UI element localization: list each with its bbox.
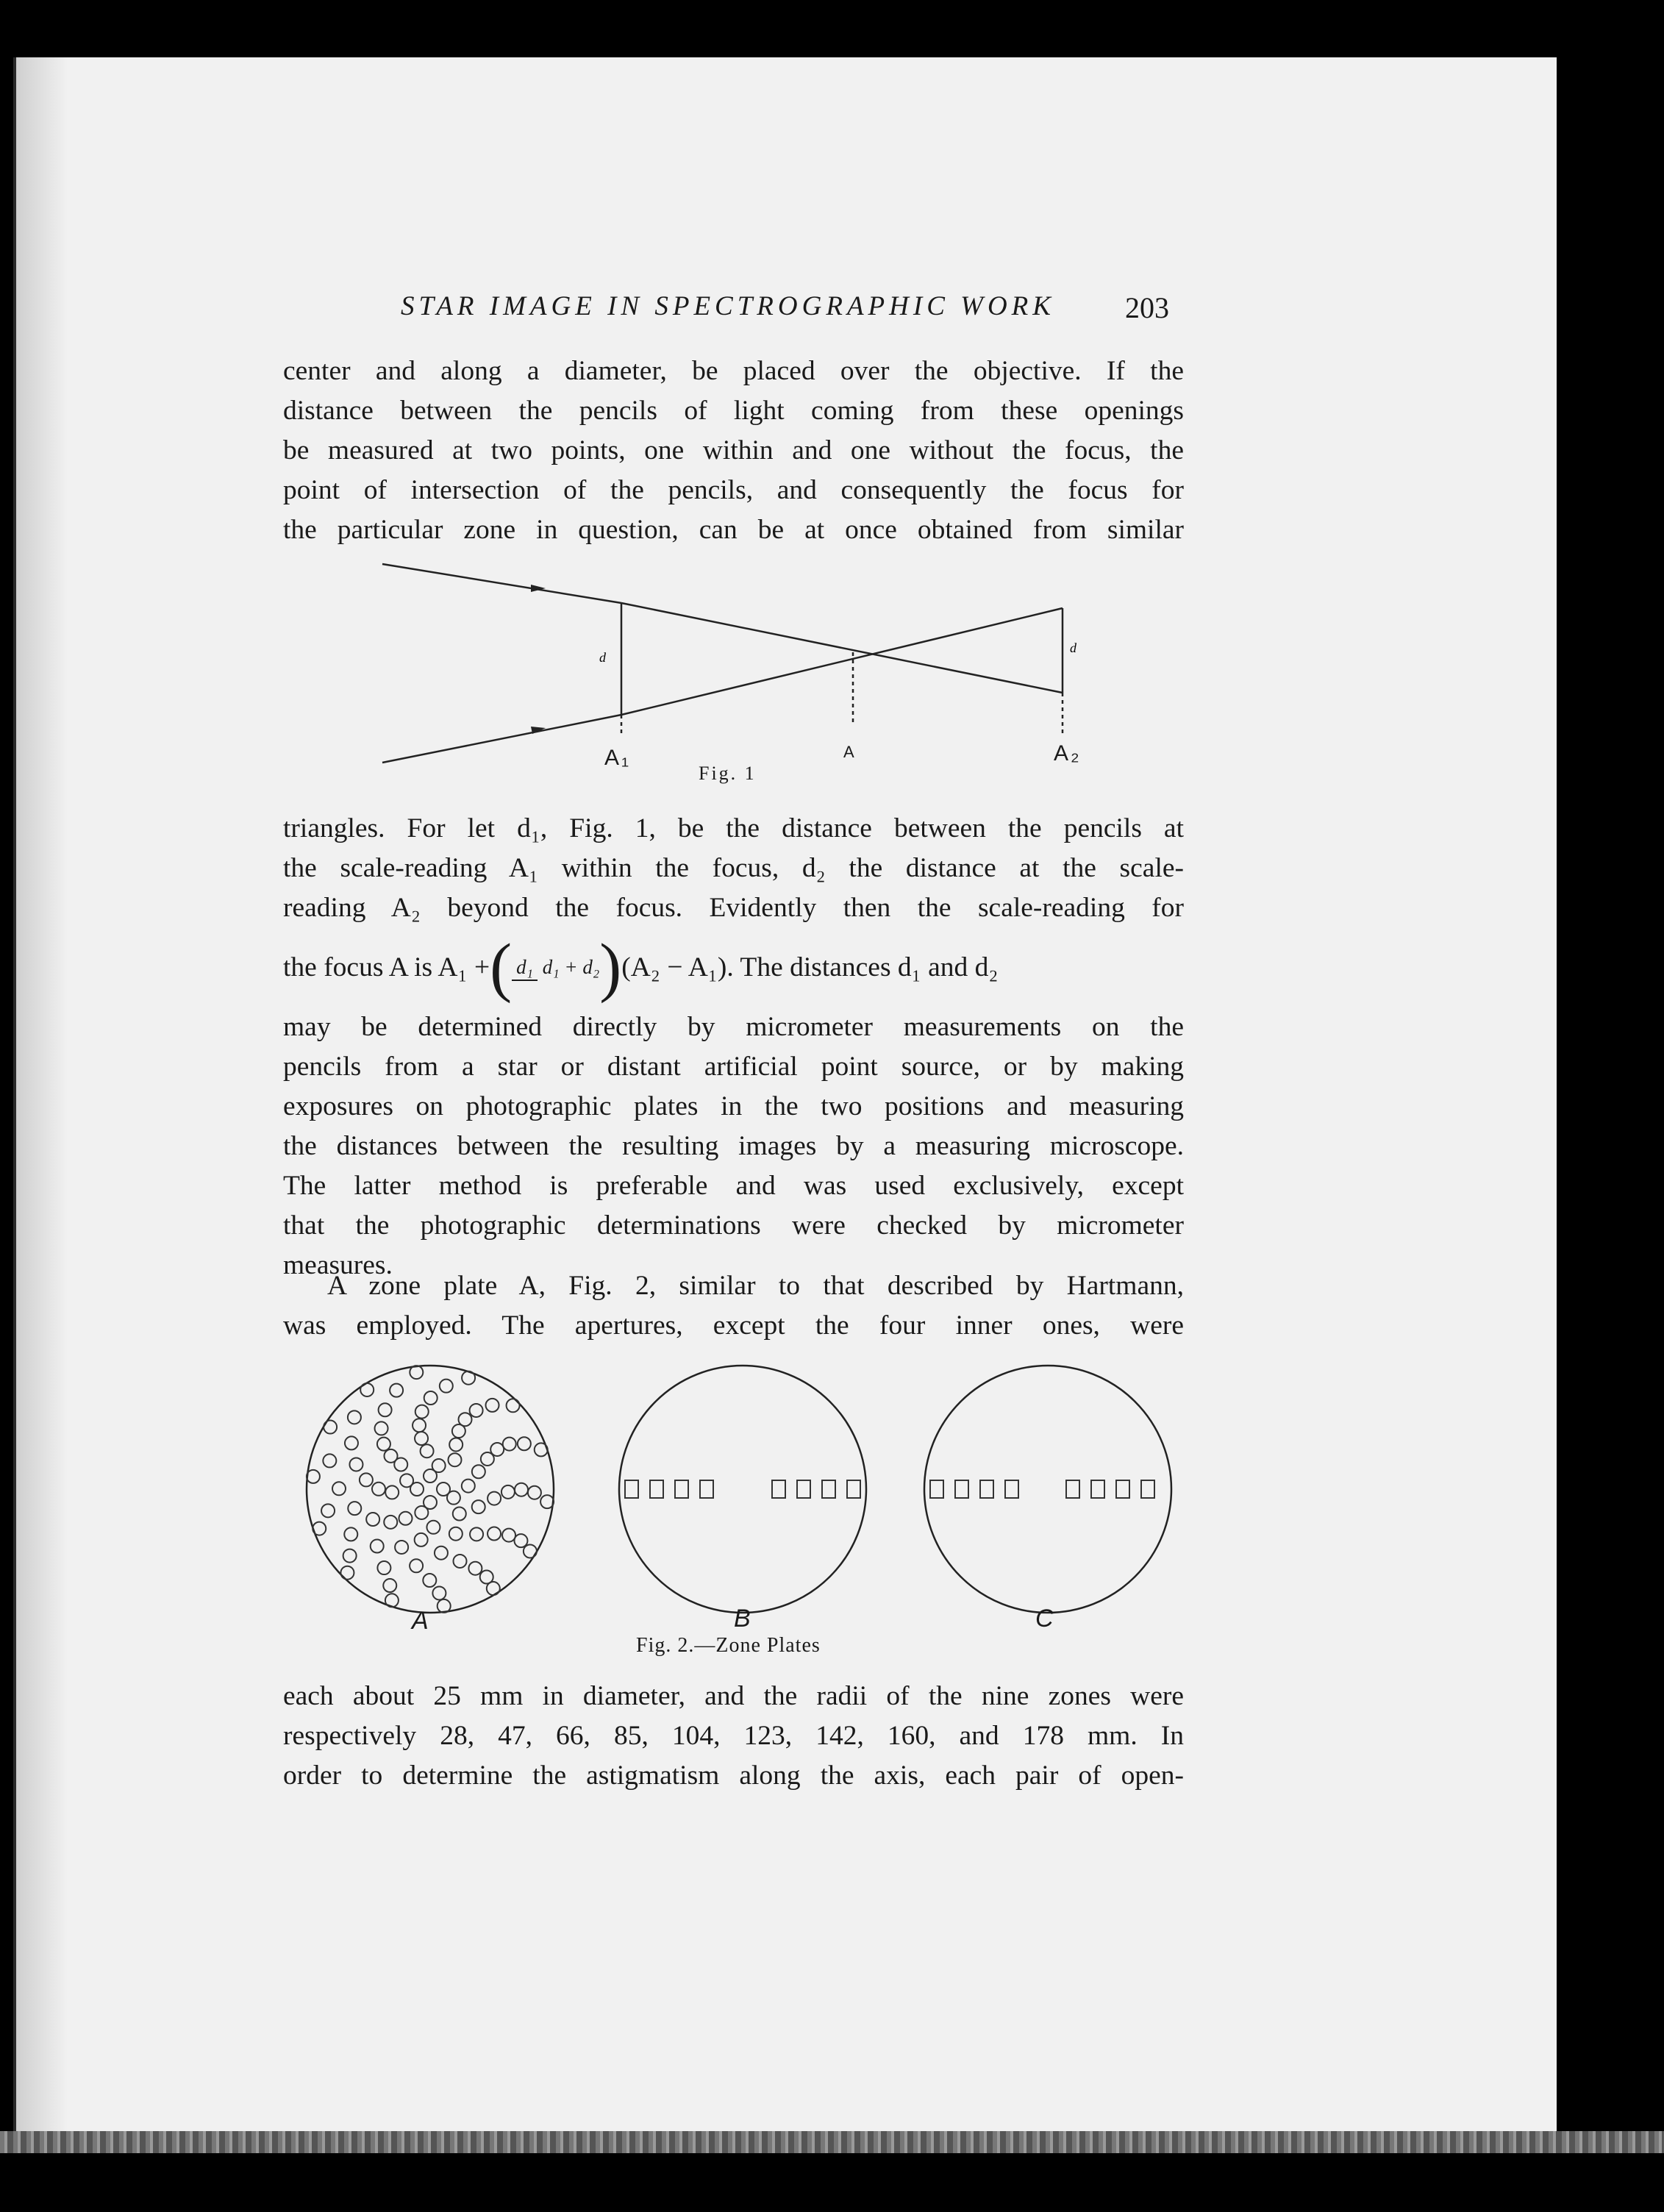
text-line: respectively 28, 47, 66, 85, 104, 123, 142, 160, and 178 mm. In — [283, 1721, 1184, 1751]
text-line: the distances between the resulting images by a measuring microscope. — [283, 1131, 1184, 1161]
aperture-hole — [470, 1404, 483, 1417]
zone-plate-c — [924, 1366, 1171, 1613]
aperture-hole — [385, 1449, 398, 1463]
aperture-hole — [453, 1555, 466, 1568]
aperture-hole — [360, 1383, 374, 1396]
aperture-slot — [980, 1480, 993, 1498]
aperture-hole — [345, 1436, 358, 1449]
aperture-slot — [797, 1480, 810, 1498]
aperture-hole — [323, 1454, 336, 1467]
aperture-hole — [379, 1403, 392, 1416]
aperture-hole — [332, 1482, 346, 1495]
aperture-hole — [424, 1391, 438, 1405]
text-line: may be determined directly by micrometer measurements on the — [283, 1012, 1184, 1042]
aperture-hole — [415, 1432, 428, 1445]
paragraph-2 — [283, 809, 1184, 1285]
zone-plate-b — [619, 1366, 866, 1613]
text-line: that the photographic determinations were checked by micrometer — [283, 1210, 1184, 1241]
aperture-hole — [462, 1371, 475, 1385]
aperture-hole — [415, 1533, 428, 1546]
aperture-hole — [377, 1561, 390, 1574]
svg-text:d: d — [1070, 641, 1076, 655]
text-line: the particular zone in question, can be at once obtained from similar — [283, 515, 1184, 545]
aperture-hole — [366, 1513, 379, 1526]
fig1-label-a2: A₂ — [1054, 741, 1082, 766]
text-line: exposures on photographic plates in the two positions and measuring — [283, 1091, 1184, 1121]
aperture-slot — [1066, 1480, 1079, 1498]
aperture-slot — [700, 1480, 713, 1498]
aperture-hole — [540, 1495, 554, 1508]
aperture-hole — [410, 1559, 423, 1572]
figure-1-diagram — [375, 553, 1118, 774]
aperture-hole — [360, 1473, 373, 1486]
page-gutter-shadow — [16, 57, 68, 2153]
text-line: triangles. For let d₁, Fig. 1, be the distance between the pencils at — [283, 813, 1184, 843]
aperture-slot — [675, 1480, 688, 1498]
aperture-hole — [535, 1443, 548, 1456]
paren-close: ) — [599, 931, 622, 1004]
aperture-slot — [1116, 1480, 1129, 1498]
fig1-label-a: A — [843, 743, 857, 761]
paragraph-3 — [283, 1266, 1184, 1346]
aperture-hole — [432, 1586, 446, 1599]
text-line: center and along a diameter, be placed over the objective. If the — [283, 356, 1184, 386]
aperture-hole — [472, 1500, 485, 1513]
aperture-slot — [772, 1480, 785, 1498]
aperture-hole — [453, 1507, 466, 1520]
aperture-hole — [518, 1437, 531, 1450]
aperture-hole — [432, 1459, 446, 1472]
fraction-numerator: d₁ — [512, 955, 538, 981]
text-line: order to determine the astigmatism along the axis, each pair of open- — [283, 1760, 1184, 1791]
aperture-hole — [488, 1492, 501, 1505]
svg-text:d: d — [599, 650, 606, 665]
aperture-slot — [1005, 1480, 1018, 1498]
fraction-denominator: d₁ + d₂ — [542, 956, 600, 978]
aperture-slot — [650, 1480, 663, 1498]
aperture-hole — [340, 1566, 354, 1580]
fig1-label-a1: A₁ — [604, 746, 632, 770]
text-line: The latter method is preferable and was used exclusively, except — [283, 1171, 1184, 1201]
aperture-hole — [384, 1516, 397, 1529]
aperture-hole — [514, 1534, 527, 1547]
aperture-hole — [343, 1549, 357, 1563]
aperture-hole — [372, 1483, 385, 1496]
aperture-hole — [502, 1529, 515, 1542]
aperture-hole — [385, 1594, 399, 1607]
aperture-hole — [321, 1504, 335, 1517]
aperture-hole — [377, 1438, 390, 1451]
aperture-hole — [395, 1541, 408, 1554]
aperture-slot — [625, 1480, 638, 1498]
aperture-hole — [440, 1380, 453, 1393]
formula-line — [283, 928, 1184, 1007]
paragraph-4 — [283, 1677, 1184, 1796]
aperture-hole — [413, 1419, 426, 1432]
aperture-hole — [349, 1458, 363, 1471]
aperture-hole — [528, 1486, 541, 1499]
aperture-hole — [472, 1465, 485, 1478]
aperture-hole — [410, 1366, 423, 1379]
aperture-hole — [375, 1421, 388, 1435]
aperture-hole — [344, 1527, 357, 1541]
aperture-hole — [390, 1384, 403, 1397]
aperture-hole — [501, 1485, 515, 1499]
text-line: A zone plate A, Fig. 2, similar to that described by Hartmann, — [327, 1271, 1184, 1301]
text-line: measures. — [283, 1250, 393, 1280]
fig1-caption: Fig. 1 — [699, 763, 757, 784]
aperture-hole — [449, 1438, 463, 1451]
fig2-label-c: C — [1035, 1605, 1056, 1633]
aperture-slot — [955, 1480, 968, 1498]
aperture-hole — [435, 1546, 448, 1560]
aperture-hole — [415, 1506, 428, 1519]
aperture-hole — [385, 1485, 399, 1499]
aperture-hole — [438, 1599, 451, 1613]
text-line: point of intersection of the pencils, and consequently the focus for — [283, 475, 1184, 505]
lower-ray-outgoing — [621, 608, 1063, 715]
aperture-hole — [426, 1521, 440, 1534]
fig2-caption: Fig. 2.—Zone Plates — [636, 1634, 821, 1657]
aperture-hole — [313, 1522, 326, 1535]
aperture-hole — [400, 1474, 413, 1487]
aperture-slot — [847, 1480, 860, 1498]
fig2-label-b: B — [734, 1605, 753, 1633]
aperture-hole — [348, 1410, 361, 1424]
text-line: reading A₂ beyond the focus. Evidently then the scale-reading for — [283, 893, 1184, 923]
paren-open: ( — [490, 931, 513, 1004]
aperture-slot — [930, 1480, 943, 1498]
page-edge-band — [0, 2131, 1664, 2153]
aperture-hole — [490, 1443, 504, 1456]
aperture-hole — [399, 1512, 413, 1525]
aperture-hole — [503, 1438, 516, 1451]
aperture-hole — [448, 1453, 461, 1466]
aperture-hole — [486, 1399, 499, 1412]
lower-ray-incoming — [382, 715, 621, 763]
zone-plate-a-apertures — [307, 1366, 554, 1613]
aperture-hole — [462, 1480, 475, 1493]
aperture-hole — [423, 1574, 436, 1587]
aperture-hole — [524, 1544, 537, 1558]
text-line: pencils from a star or distant artificial point source, or by making — [283, 1052, 1184, 1082]
aperture-hole — [383, 1579, 396, 1592]
aperture-hole — [487, 1582, 500, 1595]
aperture-hole — [324, 1421, 337, 1434]
aperture-hole — [449, 1527, 463, 1541]
figure-2-zone-plates — [301, 1352, 1184, 1646]
formula-lead: the focus A is A₁ + — [283, 952, 490, 982]
aperture-hole — [307, 1470, 320, 1483]
text-line: distance between the pencils of light coming from these openings — [283, 396, 1184, 426]
aperture-slot — [1091, 1480, 1104, 1498]
text-line: the scale-reading A₁ within the focus, d₂ the distance at the scale- — [283, 853, 1184, 883]
aperture-hole — [459, 1413, 472, 1426]
formula-fraction — [512, 955, 599, 981]
aperture-hole — [468, 1562, 482, 1575]
text-line: be measured at two points, one within and one without the focus, the — [283, 435, 1184, 465]
aperture-slot — [822, 1480, 835, 1498]
aperture-hole — [515, 1483, 528, 1496]
running-head: STAR IMAGE IN SPECTROGRAPHIC WORK — [401, 291, 1055, 321]
aperture-hole — [371, 1540, 384, 1553]
aperture-hole — [488, 1527, 501, 1541]
aperture-hole — [470, 1527, 483, 1541]
fig2-label-a: A — [412, 1607, 431, 1635]
aperture-hole — [421, 1444, 434, 1458]
zone-plate-c-apertures — [930, 1480, 1154, 1498]
aperture-hole — [348, 1502, 361, 1515]
aperture-hole — [447, 1491, 460, 1505]
text-line: each about 25 mm in diameter, and the radii of the nine zones were — [283, 1681, 1184, 1711]
zone-plate-b-apertures — [625, 1480, 860, 1498]
paragraph-1 — [283, 352, 1184, 550]
text-line: was employed. The apertures, except the four inner ones, were — [283, 1310, 1184, 1341]
aperture-hole — [507, 1399, 520, 1412]
page-number: 203 — [1125, 291, 1169, 324]
aperture-slot — [1141, 1480, 1154, 1498]
aperture-hole — [415, 1405, 429, 1419]
zone-plate-a — [307, 1366, 554, 1613]
upper-ray-incoming — [382, 564, 621, 603]
formula-tail: (A₂ − A₁). The distances d₁ and d₂ — [621, 952, 999, 982]
upper-ray-outgoing — [621, 603, 1063, 693]
